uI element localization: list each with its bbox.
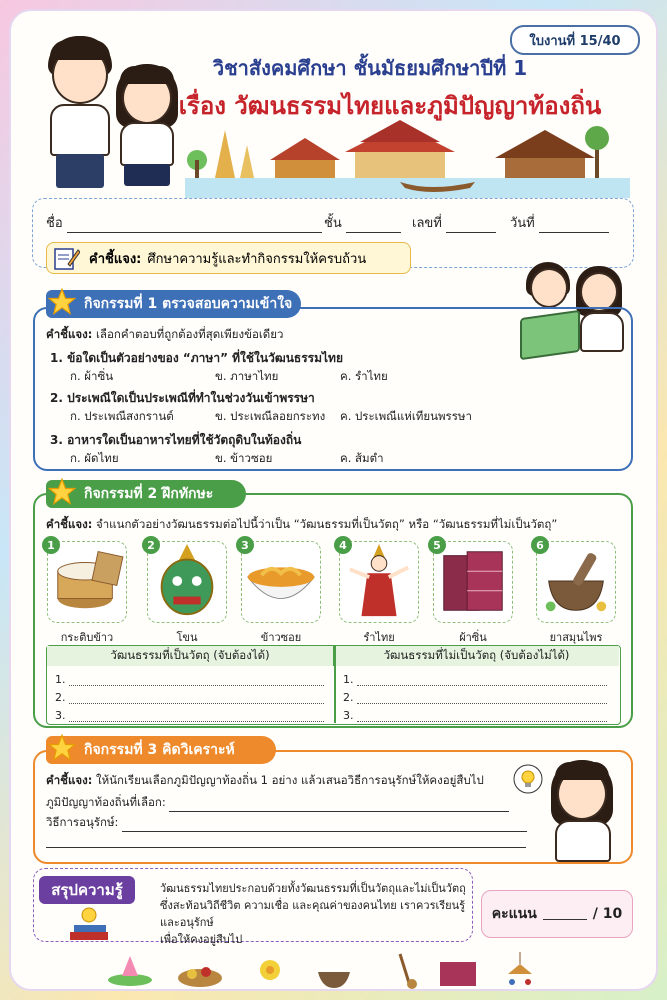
item-label-1: กระติบข้าว	[60, 631, 114, 644]
boy-illustration	[40, 30, 120, 190]
star-icon	[48, 478, 76, 506]
choice-2c[interactable]: ค. ประเพณีแห่เทียนพรรษา	[340, 409, 472, 423]
item-card-6	[536, 538, 616, 623]
item-card-3	[241, 538, 321, 623]
flower-icon	[260, 960, 280, 980]
number-field[interactable]	[412, 212, 496, 233]
conservation-field[interactable]: วิธีการอนุรักษ์:	[46, 814, 527, 832]
activity3-tab: กิจกรรมที่ 3 คิดวิเคราะห์	[46, 736, 276, 764]
star-icon	[48, 288, 76, 316]
item-label-2: โขน	[176, 631, 198, 644]
choice-3c[interactable]: ค. ส้มตำ	[340, 451, 384, 465]
table-row[interactable]: 1.	[55, 673, 324, 686]
item-number-badge: 6	[531, 536, 549, 554]
class-field[interactable]	[324, 212, 401, 233]
item-number-badge: 5	[428, 536, 446, 554]
table-row[interactable]: 3.	[343, 709, 607, 722]
choice-2b[interactable]: ข. ประเพณีลอยกระทง	[215, 409, 326, 423]
instruction-banner	[46, 242, 411, 274]
item-number-badge: 4	[334, 536, 352, 554]
sticky-rice-basket-icon	[48, 542, 126, 620]
item-card-4	[339, 538, 419, 623]
table-row[interactable]: 2.	[55, 691, 324, 704]
item-label-4: รำไทย	[363, 631, 395, 644]
name-field[interactable]	[46, 212, 322, 233]
lightbulb-icon	[512, 763, 544, 795]
table-header-intangible: วัฒนธรรมที่ไม่เป็นวัตถุ (จับต้องไม่ได้)	[334, 646, 619, 666]
thai-dancer-icon	[340, 542, 418, 620]
item-number-badge: 3	[236, 536, 254, 554]
question-2: 2. ประเพณีใดเป็นประเพณีที่ทำในช่วงวันเข้าพรรษา	[50, 391, 315, 405]
item-card-2	[147, 538, 227, 623]
cultural-decorations	[100, 950, 580, 990]
date-blank[interactable]	[539, 221, 609, 233]
topic-title: เรื่อง วัฒนธรรมไทยและภูมิปัญญาท้องถิ่น	[178, 92, 602, 120]
item-label-5: ผ้าซิ่น	[459, 631, 487, 644]
activity2-instruction: คำชี้แจง: จำแนกตัวอย่างวัฒนธรรมต่อไปนี้ว่าเป็น “วัฒนธรรมที่เป็นวัตถุ” หรือ “วัฒนธรรมที่ไม่เป็นวัตถุ”	[46, 517, 558, 531]
activity2-tab: กิจกรรมที่ 2 ฝึกทักษะ	[46, 480, 246, 508]
choice-1a[interactable]: ก. ผ้าซิ่น	[70, 369, 114, 383]
instruction-label: คำชี้แจง:	[89, 251, 142, 267]
date-label: วันที่	[510, 216, 535, 231]
star-icon	[48, 734, 76, 762]
item-number-badge: 1	[42, 536, 60, 554]
mortar-icon	[318, 972, 350, 988]
food-tray-icon	[178, 967, 222, 987]
choice-1c[interactable]: ค. รำไทย	[340, 369, 388, 383]
fabric-icon	[440, 962, 476, 986]
khon-mask-icon	[148, 542, 226, 620]
class-label: ชั้น	[324, 216, 342, 231]
item-label-6: ยาสมุนไพร	[549, 631, 603, 644]
table-row[interactable]: 2.	[343, 691, 607, 704]
thinking-girl-illustration	[545, 760, 625, 864]
score-label: คะแนน	[491, 906, 537, 922]
table-row[interactable]: 3.	[55, 709, 324, 722]
lotus-icon	[108, 956, 152, 986]
choice-2a[interactable]: ก. ประเพณีสงกรานต์	[70, 409, 174, 423]
class-blank[interactable]	[346, 221, 401, 233]
summary-text: วัฒนธรรมไทยประกอบด้วยทั้งวัฒนธรรมที่เป็นวัตถุและไม่เป็นวัตถุ ซึ่งสะท้อนวิถีชีวิต ความเชื่อ และคุณค่าของคนไทย เราควรเรียนรู้และอนุรักษ์ เพื่อให้คงอยู่สืบไป	[160, 882, 466, 946]
number-label: เลขที่	[412, 216, 442, 231]
activity1-tab: กิจกรรมที่ 1 ตรวจสอบความเข้าใจ	[46, 290, 301, 318]
name-blank[interactable]	[67, 221, 322, 233]
name-label: ชื่อ	[46, 216, 63, 231]
thai-temple-scenery	[185, 120, 630, 198]
books-lightbulb-icon	[68, 906, 110, 942]
score-blank[interactable]	[543, 908, 587, 920]
choice-3b[interactable]: ข. ข้าวซอย	[215, 451, 273, 465]
score-box	[481, 890, 633, 938]
classification-table	[46, 645, 621, 725]
item-number-badge: 2	[142, 536, 160, 554]
question-1: 1. ข้อใดเป็นตัวอย่างของ “ภาษา” ที่ใช้ในวัฒนธรรมไทย	[50, 351, 343, 365]
choice-3a[interactable]: ก. ผัดไทย	[70, 451, 119, 465]
item-card-5	[433, 538, 513, 623]
score-max: / 10	[592, 906, 623, 922]
item-card-1	[47, 538, 127, 623]
choice-1b[interactable]: ข. ภาษาไทย	[215, 369, 279, 383]
table-header-tangible: วัฒนธรรมที่เป็นวัตถุ (จับต้องได้)	[47, 646, 334, 666]
subject-title: วิชาสังคมศึกษา ชั้นมัธยมศึกษาปีที่ 1	[212, 56, 528, 80]
pha-sin-cloth-icon	[434, 542, 512, 620]
wisdom-field[interactable]: ภูมิปัญญาท้องถิ่นที่เลือก:	[46, 794, 509, 812]
sheet-number-badge: ใบงานที่ 15/40	[510, 25, 640, 55]
item-label-3: ข้าวซอย	[260, 631, 302, 644]
activity1-instruction: คำชี้แจง: เลือกคำตอบที่ถูกต้องที่สุดเพียงข้อเดียว	[46, 327, 284, 341]
summary-tab: สรุปความรู้	[39, 876, 135, 904]
number-blank[interactable]	[446, 221, 496, 233]
conservation-extra-line[interactable]	[46, 834, 526, 848]
khao-soi-bowl-icon	[242, 542, 320, 620]
question-3: 3. อาหารใดเป็นอาหารไทยที่ใช้วัตถุดิบในท้องถิ่น	[50, 433, 302, 447]
girl-illustration	[112, 60, 182, 190]
thai-instrument-icon	[400, 954, 417, 989]
mobile-ornament-icon	[508, 952, 532, 985]
date-field[interactable]	[510, 212, 609, 233]
activity3-instruction: คำชี้แจง: ให้นักเรียนเลือกภูมิปัญญาท้องถิ่น 1 อย่าง แล้วเสนอวิธีการอนุรักษ์ให้คงอยู่สืบไป	[46, 773, 484, 787]
herbal-mortar-icon	[537, 542, 615, 620]
instruction-text: ศึกษาความรู้และทำกิจกรรมให้ครบถ้วน	[147, 251, 367, 267]
pencil-icon	[54, 246, 80, 270]
table-row[interactable]: 1.	[343, 673, 607, 686]
